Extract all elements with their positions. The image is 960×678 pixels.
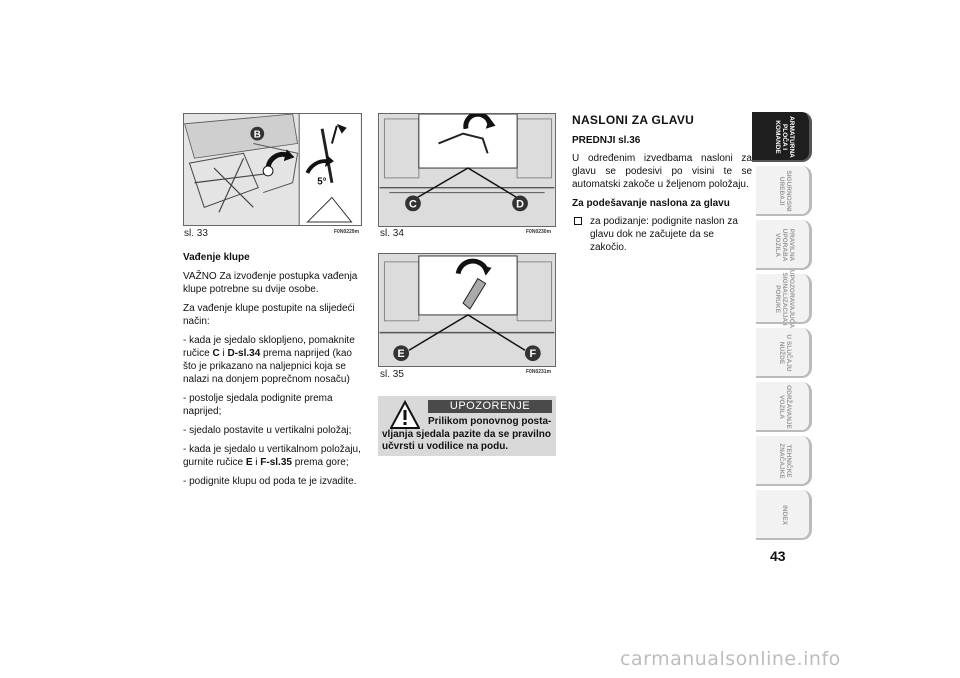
subsection-adjust: Za podešavanje naslona za glavu xyxy=(572,198,730,209)
tab-upozoravajuca-signalizacija[interactable]: UPOZORAVAJUĆA SIGNALIZACIJA I PORUKE xyxy=(752,274,816,326)
warning-title: UPOZORENJE xyxy=(428,400,552,413)
figure-sl35 xyxy=(378,253,556,367)
section-title: NASLONI ZA GLAVU xyxy=(572,113,695,127)
paragraph-procedure: Za vađenje klupe postupite na slijedeći način: xyxy=(183,303,355,327)
paragraph-step-vertical: - sjedalo postavite u vertikalni položaj; xyxy=(183,425,352,436)
paragraph-important: VAŽNO Za izvođenje postupka vađenja klupe potrebne su dvije osobe. xyxy=(183,271,358,295)
paragraph-step-levers-ef: - kada je sjedalo u vertikalnom položaju, gurnite ručice E i F-sl.35 prema gore; xyxy=(183,444,361,468)
bullet-item xyxy=(572,215,752,254)
left-column-text xyxy=(183,251,363,494)
figure-label-sl35: sl. 35 xyxy=(380,369,404,380)
subsection-title: PREDNJI sl.36 xyxy=(572,135,641,146)
warning-text: Prilikom ponovnog posta-vljanja sjedala pazite da se pravilno učvrsti u vodilice na podu. xyxy=(382,416,552,452)
bullet-box-icon xyxy=(574,217,582,225)
tab-pravilna-uporaba[interactable]: PRAVILNA UPORABA VOZILA xyxy=(752,220,816,272)
marker-d: D xyxy=(516,198,524,211)
section-heading: Vađenje klupe xyxy=(183,252,250,263)
figure-label-sl33: sl. 33 xyxy=(184,228,208,239)
marker-b: B xyxy=(253,129,261,141)
figure-label-sl34: sl. 34 xyxy=(380,228,404,239)
tab-odrzavanje-vozila[interactable]: ODRŽAVANJE VOZILA xyxy=(752,382,816,434)
figure-code-sl33: F0N0229m xyxy=(334,229,360,235)
marker-f: F xyxy=(529,348,537,361)
tab-sigurnosni-uredaji[interactable]: SIGURNOSNI UREĐAJI xyxy=(752,166,816,218)
figure-sl34 xyxy=(378,113,556,227)
watermark: carmanualsonline.info xyxy=(620,648,841,670)
angle-label: 5° xyxy=(317,176,327,188)
bullet-text: za podizanje: podignite naslon za glavu dok ne začujete da se zakočio. xyxy=(590,216,738,253)
seat-lever-cd-illustration xyxy=(379,114,555,226)
figure-sl33 xyxy=(183,113,362,226)
figure-code-sl34: F0N0230m xyxy=(526,229,552,235)
page-number: 43 xyxy=(770,548,786,564)
seat-mechanism-illustration xyxy=(184,114,361,225)
tab-armaturna-ploca[interactable]: ARMATURNA PLOČA I KOMANDE xyxy=(752,112,816,164)
paragraph-step-lift-base: - postolje sjedala podignite prema naprijed; xyxy=(183,393,333,417)
tab-tehnicke-znacajke[interactable]: TEHNIČKE ZNAČAJKE xyxy=(752,436,816,488)
right-column-text xyxy=(572,113,752,254)
tab-index[interactable]: INDEX xyxy=(752,490,816,542)
paragraph-step-levers-cd: - kada je sjedalo sklopljeno, pomaknite ručice C i D-sl.34 prema naprijed (kao što je prikazano na naljepnici koja se nalazi na donjem poprečnom nosaču) xyxy=(183,335,355,385)
paragraph-step-remove: - podignite klupu od poda te je izvadite. xyxy=(183,476,357,487)
warning-box xyxy=(378,396,556,456)
chapter-tabs xyxy=(752,112,816,544)
tab-u-slucaju-nuzde[interactable]: U SLUČAJU NUŽDE xyxy=(752,328,816,380)
figure-code-sl35: F0N0231m xyxy=(526,369,552,375)
marker-e: E xyxy=(397,348,405,361)
paragraph-headrest-info: U određenim izvedbama nasloni za glavu se podesivi po visini te se automatski zakoče u željenom položaju. xyxy=(572,153,752,190)
marker-c: C xyxy=(409,198,417,211)
seat-lever-ef-illustration xyxy=(379,254,555,366)
